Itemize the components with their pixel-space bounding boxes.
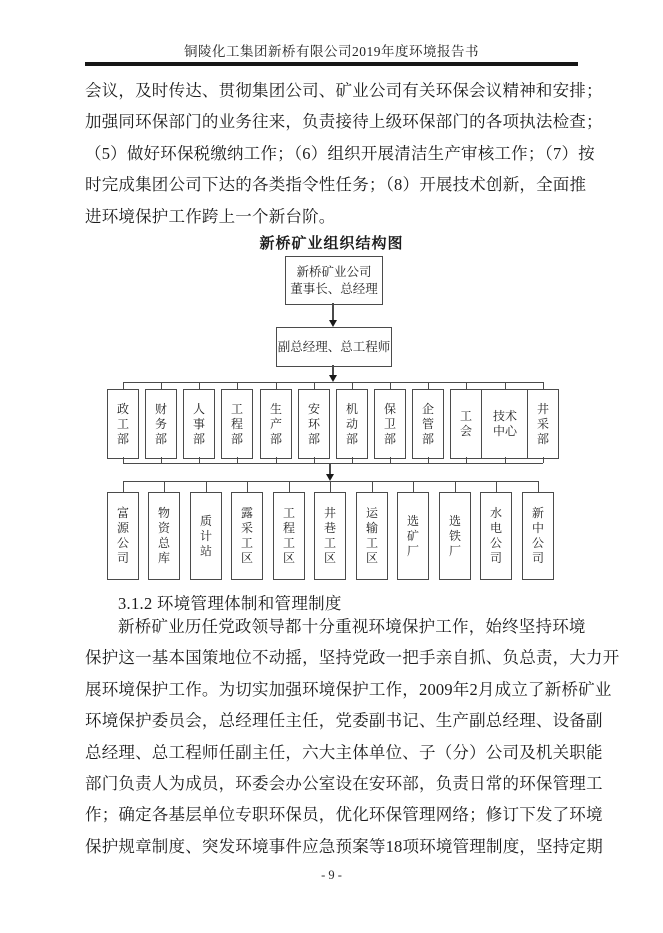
org-box-label: 机动部 <box>345 401 358 446</box>
connector-line <box>496 481 497 493</box>
org-box-label: 政工部 <box>116 401 129 446</box>
org-box-label: 生产部 <box>269 401 282 446</box>
org-box-dept <box>527 389 559 459</box>
org-box-label: 井巷工区 <box>323 506 336 565</box>
header-title: 铜陵化工集团新桥有限公司2019年度环境报告书 <box>184 44 479 59</box>
org-box-dept <box>481 389 529 459</box>
body-line: 作；确定各基层单位专职环保员，优化环保管理网络；修订下发了环境 <box>85 805 603 825</box>
connector-line <box>466 457 467 463</box>
connector-line <box>276 382 277 390</box>
org-box-label: 物资总库 <box>157 506 170 565</box>
connector-line <box>505 382 506 390</box>
org-box-label: 财务部 <box>154 401 167 446</box>
connector-line <box>352 382 353 390</box>
org-box-chairman <box>285 256 383 305</box>
paragraph-2 <box>85 611 620 862</box>
org-box-dept <box>221 389 253 459</box>
body-line: 进环境保护工作跨上一个新台阶。 <box>85 206 336 226</box>
section-heading: 3.1.2 环境管理体制和管理制度 <box>118 594 342 613</box>
org-box-label: 选矿厂 <box>406 513 419 558</box>
connector-line <box>543 382 544 390</box>
connector-line <box>161 457 162 463</box>
connector-line <box>413 481 414 493</box>
body-line: 部门负责人为成员，环委会办公室设在安环部，负责日常的环保管理工 <box>85 773 603 793</box>
connector-line <box>314 457 315 463</box>
connector-line <box>123 457 124 463</box>
org-box-label: 安环部 <box>307 401 320 446</box>
connector-line <box>237 457 238 463</box>
org-box-dept <box>298 389 330 459</box>
org-box-unit <box>148 492 180 580</box>
org-box-unit <box>480 492 512 580</box>
org-box-label: 露采工区 <box>240 506 253 565</box>
connector-line <box>247 481 248 493</box>
org-box-label: 工程部 <box>230 401 243 446</box>
org-box-label: 人事部 <box>192 401 205 446</box>
org-box-unit <box>107 492 139 580</box>
org-box-label: 井采部 <box>536 401 549 446</box>
connector-line <box>352 457 353 463</box>
arrowhead-down-icon <box>329 375 337 382</box>
org-box-label: 副总经理、总工程师 <box>277 339 391 354</box>
org-box-dept <box>107 389 139 459</box>
body-line: 新桥矿业历任党政领导都十分重视环境保护工作，始终坚持环境 <box>118 617 586 636</box>
org-box-dept <box>183 389 215 459</box>
connector-line <box>123 463 543 464</box>
connector-line <box>314 382 315 390</box>
arrowhead-down-icon <box>329 320 337 327</box>
page-number: - 9 - <box>321 868 342 882</box>
connector-line <box>428 382 429 390</box>
org-box-label: 富源公司 <box>116 506 129 565</box>
body-line: 会议，及时传达、贯彻集团公司、矿业公司有关环保会议精神和安排； <box>85 81 603 100</box>
connector-line <box>372 481 373 493</box>
org-box-unit <box>439 492 471 580</box>
org-box-label: 水电公司 <box>489 506 502 565</box>
org-box-unit <box>231 492 263 580</box>
org-box-unit <box>522 492 554 580</box>
body-line: 加强同环保部门的业务往来，负责接待上级环保部门的各项执法检查； <box>85 112 603 132</box>
connector-line <box>330 481 331 493</box>
org-box-unit <box>273 492 305 580</box>
org-box-dept <box>374 389 406 459</box>
connector-line <box>543 457 544 463</box>
org-box-unit <box>314 492 346 580</box>
body-line: 保护规章制度、突发环境事件应急预案等18项环境管理制度，坚持定期 <box>85 836 603 856</box>
org-box-unit <box>190 492 222 580</box>
body-line: （5）做好环保税缴纳工作；（6）组织开展清洁生产审核工作；（7）按 <box>85 143 595 163</box>
connector-line <box>199 382 200 390</box>
org-box-unit <box>356 492 388 580</box>
connector-line <box>161 382 162 390</box>
org-box-label: 选铁厂 <box>448 513 461 558</box>
body-line: 时完成集团公司下达的各类指令性任务；（8）开展技术创新，全面推 <box>85 175 587 195</box>
connector-line <box>505 457 506 463</box>
connector-line <box>123 382 543 383</box>
org-box-label: 工程工区 <box>282 506 295 565</box>
connector-line <box>206 481 207 493</box>
connector-line <box>123 481 538 482</box>
org-box-label: 企管部 <box>421 401 434 446</box>
connector-line <box>455 481 456 493</box>
connector-line <box>390 457 391 463</box>
org-box-dept <box>412 389 444 459</box>
org-box-label: 工会 <box>459 409 472 438</box>
connector-line <box>466 382 467 390</box>
org-box-label: 新中公司 <box>531 506 544 565</box>
org-box-label: 技术中心 <box>492 409 517 438</box>
org-box-label: 董事长、总经理 <box>290 281 378 296</box>
org-box-label: 运输工区 <box>365 506 378 565</box>
body-line: 总经理、总工程师任副主任，六大主体单位、子（分）公司及机关职能 <box>85 742 603 762</box>
arrowhead-down-icon <box>326 474 334 481</box>
org-box-unit <box>397 492 429 580</box>
org-box-label: 保卫部 <box>383 401 396 446</box>
connector-line <box>164 481 165 493</box>
connector-line <box>123 382 124 390</box>
connector-line <box>428 457 429 463</box>
org-box-dept <box>450 389 482 459</box>
org-box-label: 新桥矿业公司 <box>296 264 372 279</box>
org-box-dept <box>336 389 368 459</box>
connector-line <box>237 382 238 390</box>
connector-line <box>123 481 124 493</box>
body-line: 保护这一基本国策地位不动摇，坚持党政一把手亲自抓、负总责，大力开 <box>85 648 620 668</box>
connector-line <box>538 481 539 493</box>
org-box-deputy <box>276 327 392 367</box>
body-line: 环境保护委员会，总经理任主任，党委副书记、生产副总经理、设备副 <box>85 711 603 731</box>
org-box-dept <box>260 389 292 459</box>
connector-line <box>199 457 200 463</box>
org-box-label: 质计站 <box>199 513 212 558</box>
org-chart-title: 新桥矿业组织结构图 <box>259 236 404 252</box>
connector-line <box>276 457 277 463</box>
connector-line <box>289 481 290 493</box>
connector-line <box>332 303 334 321</box>
org-box-dept <box>145 389 177 459</box>
connector-line <box>390 382 391 390</box>
body-line: 展环境保护工作。为切实加强环境保护工作，2009年2月成立了新桥矿业 <box>85 679 612 699</box>
